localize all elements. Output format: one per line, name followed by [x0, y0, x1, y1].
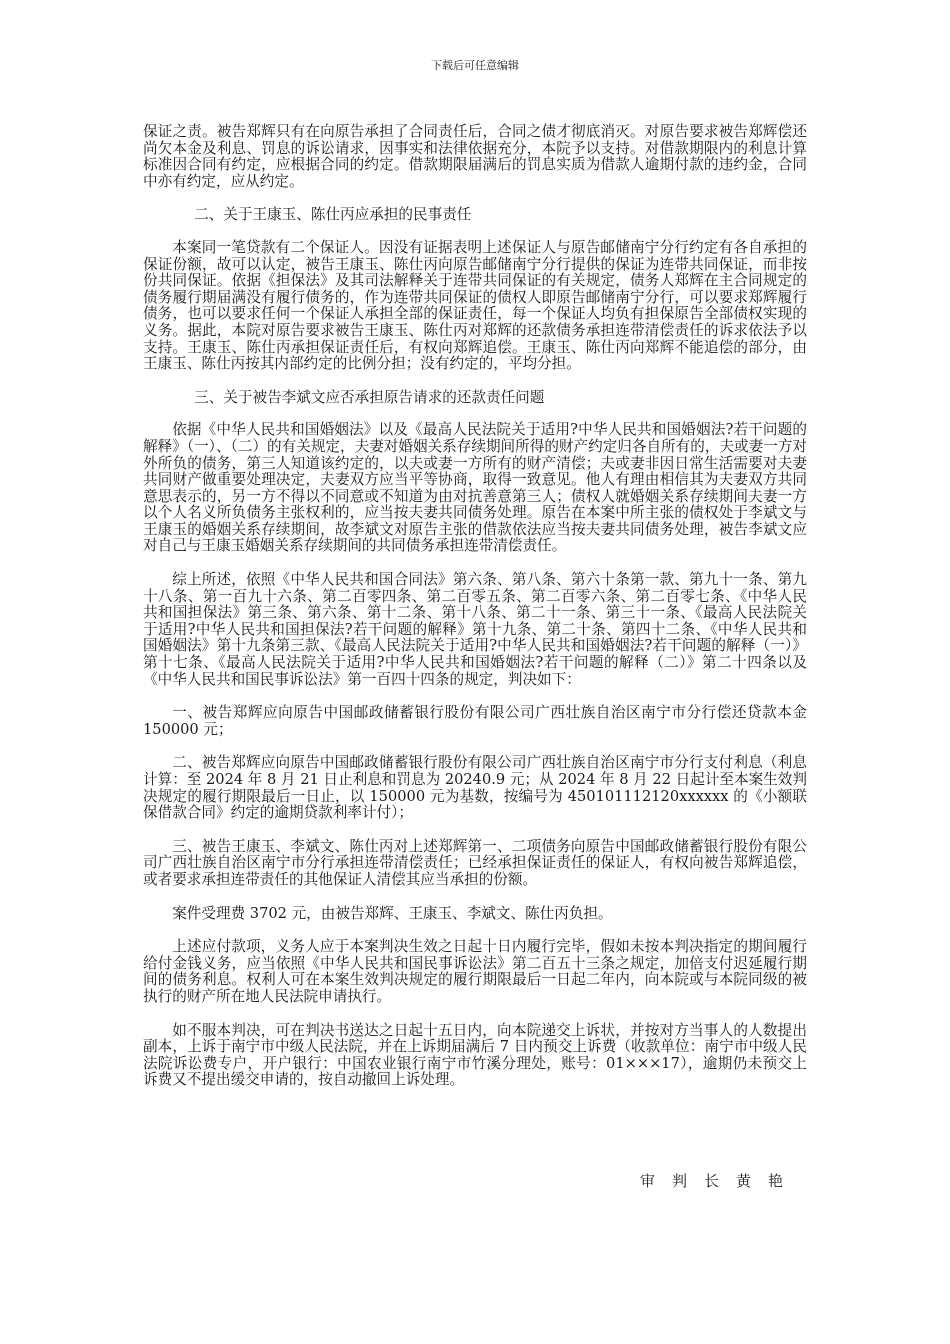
paragraph-3: 依据《中华人民共和国婚姻法》以及《最高人民法院关于适用?中华人民共和国婚姻法?若干问题的解释》（一）、（二）的有关规定，夫妻对婚姻关系存续期间所得的财产约定归各自所有的，夫或妻一方对外所负的债务，第三人知道该约定的，以夫或妻一方所有的财产清偿；夫或妻非因日常生活需要对夫妻共同财产做重要处理决定，夫妻双方应当平等协商，取得一致意见。他人有理由相信其为夫妻双方共同意思表示的，另一方不得以不同意或不知道为由对抗善意第三人；债权人就婚姻关系存续期间夫妻一方以个人名义所负债务主张权利的，应当按夫妻共同债务处理。原告在本案中所主张的债权处于李斌文与王康玉的婚姻关系存续期间，故李斌文对原告主张的借款依法应当按夫妻共同债务处理，被告李斌文应对自己与王康玉婚姻关系存续期间的共同债务承担连带清偿责任。 [143, 421, 808, 555]
paragraph-2: 本案同一笔贷款有二个保证人。因没有证据表明上述保证人与原告邮储南宁分行约定有各自承担的保证份额，故可以认定，被告王康玉、陈仕丙向原告邮储南宁分行提供的保证为连带共同保证，而非按份共同保证。依据《担保法》及其司法解释关于连带共同保证的有关规定，债务人郑辉在主合同规定的债务履行期届满没有履行债务的，作为连带共同保证的债权人即原告邮储南宁分行，可以要求郑辉履行债务，也可以要求任何一个保证人承担全部的保证责任，每一个保证人均负有担保原告全部债权实现的义务。据此，本院对原告要求被告王康玉、陈仕丙对郑辉的还款债务承担连带清偿责任的诉求依法予以支持。王康玉、陈仕丙承担保证责任后，有权向郑辉追偿。王康玉、陈仕丙向郑辉不能追偿的部分，由王康玉、陈仕丙按其内部约定的比例分担；没有约定的，平均分担。 [143, 238, 807, 373]
signature-line: 审判长黄艳 [640, 1172, 801, 1190]
judgment-item-3: 三、被告王康玉、李斌文、陈仕丙对上述郑辉第一、二项债务向原告中国邮政储蓄银行股份有限公司广西壮族自治区南宁市分行承担连带清偿责任；已经承担保证责任的保证人，有权向被告郑辉追偿，或者要求承担连带责任的其他保证人清偿其应当承担的份额。 [143, 837, 807, 888]
appeal-paragraph: 如不服本判决，可在判决书送达之日起十五日内，向本院递交上诉状，并按对方当事人的人数提出副本，上诉于南宁市中级人民法院，并在上诉期届满后 7 日内预交上诉费（收款单位：南宁市中级人民法院诉讼费专户，开户银行：中国农业银行南宁市竹溪分理处，账号：01×××17），逾期仍未预交上诉费又不提出缓交申请的，按自动撤回上诉处理。 [143, 1021, 807, 1089]
case-fee-paragraph: 案件受理费 3702 元，由被告郑辉、王康玉、李斌文、陈仕丙负担。 [172, 904, 613, 922]
paragraph-1: 保证之责。被告郑辉只有在向原告承担了合同责任后，合同之债才彻底消灭。对原告要求被告郑辉偿还尚欠本金及利息、罚息的诉讼请求，因事实和法律依据充分，本院予以支持。对借款期限内的利息计算标准因合同有约定，应根据合同的约定。借款期限届满后的罚息实质为借款人逾期付款的违约金，合同中亦有约定，应从约定。 [143, 123, 807, 190]
header-note: 下载后可任意编辑 [431, 59, 519, 72]
judgment-item-1: 一、被告郑辉应向原告中国邮政储蓄银行股份有限公司广西壮族自治区南宁市分行偿还贷款本金 150000 元； [143, 704, 807, 738]
document-body [143, 124, 807, 1106]
section-heading-3: 三、关于被告李斌文应否承担原告请求的还款责任问题 [194, 388, 545, 406]
section-heading-2: 二、关于王康玉、陈仕丙应承担的民事责任 [194, 206, 472, 224]
paragraph-4: 综上所述，依照《中华人民共和国合同法》第六条、第八条、第六十条第一款、第九十一条、第九十八条、第一百九十六条、第二百零四条、第二百零五条、第二百零六条、第二百零七条、《中华人民共和国担保法》第三条、第六条、第十二条、第十八条、第二十一条、第三十一条、《最高人民法院关于适用?中华人民共和国担保法?若干问题的解释》第十九条、第二十条、第四十二条、《中华人民共和国婚姻法》第十九条第三款、《最高人民法院关于适用?中华人民共和国婚姻法?若干问题的解释（一）》第十七条、《最高人民法院关于适用?中华人民共和国婚姻法?若干问题的解释（二）》第二十四条以及《中华人民共和国民事诉讼法》第一百四十四条的规定，判决如下： [143, 571, 807, 688]
execution-paragraph: 上述应付款项，义务人应于本案判决生效之日起十日内履行完毕，假如未按本判决指定的期间履行给付金钱义务，应当依照《中华人民共和国民事诉讼法》第二百五十三条之规定，加倍支付迟延履行期间的债务利息。权利人可在本案生效判决规定的履行期限最后一日起二年内，向本院或与本院同级的被执行的财产所在地人民法院申请执行。 [143, 938, 807, 1005]
judgment-item-2: 二、被告郑辉应向原告中国邮政储蓄银行股份有限公司广西壮族自治区南宁市分行支付利息（利息计算：至 2024 年 8 月 21 日止利息和罚息为 20240.9 元；从 2024 年 8 月 22 日起计至本案生效判决规定的履行期限最后一日止，以 150000 元为基数，按编号为 450101112120xxxxxx 的《小额联保借款合同》约定的逾期贷款利率计付）； [143, 754, 807, 822]
